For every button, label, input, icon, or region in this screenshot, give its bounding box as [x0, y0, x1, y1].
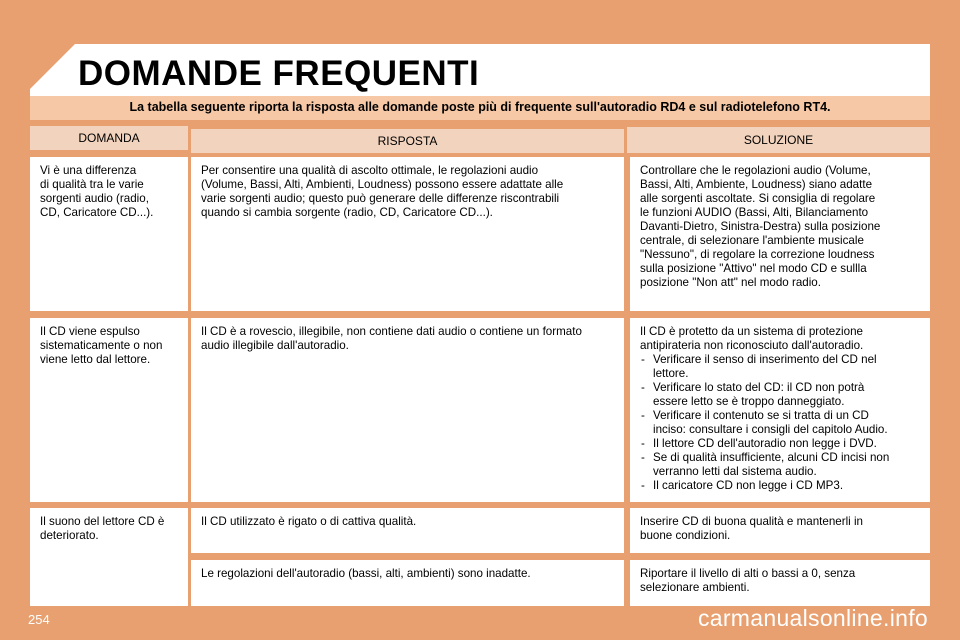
header-risposta: RISPOSTA [191, 129, 624, 153]
watermark: carmanualsonline.info [697, 605, 928, 631]
list-item: - Il lettore CD dell'autoradio non legge i DVD. [640, 437, 920, 451]
page-subtitle: La tabella seguente riporta la risposta alle domande poste più di frequente sull'autoradio RD4 e sul radiotelefono RT4. [129, 100, 831, 114]
row2-domanda: Il CD viene espulso sistematicamente o non viene letto dal lettore. [40, 325, 163, 366]
row2-soluzione-intro: Il CD è protetto da un sistema di protezione antipirateria non riconosciuto dall'autoradio. [640, 325, 864, 352]
row2-risposta: Il CD è a rovescio, illegibile, non contiene dati audio o contiene un formato audio illegibile dall'autoradio. [201, 325, 582, 352]
list-item: - Verificare il contenuto se si tratta di un CD inciso: consultare i consigli del capitolo Audio. [640, 409, 920, 437]
row2-soluzione-cell [630, 318, 930, 502]
row1-soluzione: Controllare che le regolazioni audio (Volume, Bassi, Alti, Ambiente, Loudness) siano adatte alle sorgenti ascoltate. Si consiglia di regolare le funzioni AUDIO (Bassi, Alti, Bilanciamento Davanti-Dietro, Sinistra-Destra) sulla posizione centrale, di selezionare l'ambiente musicale "Nessuno", di regolare la correzione loudness sulla posizione "Attivo" nel modo CD e sullla posizione "Non att" nel modo radio. [640, 164, 881, 289]
row3-soluzione: Inserire CD di buona qualità e mantenerli in buone condizioni. [640, 515, 863, 542]
row4-risposta-cell [191, 560, 624, 606]
row2-domanda-cell [30, 318, 188, 502]
row4-soluzione-cell [630, 560, 930, 606]
row1-domanda-cell [30, 157, 188, 311]
row1-soluzione-cell [630, 157, 930, 311]
row3-soluzione-cell [630, 508, 930, 553]
row1-risposta: Per consentire una qualità di ascolto ottimale, le regolazioni audio (Volume, Bassi, Alti, Ambienti, Loudness) possono essere adattate alle varie sorgenti audio; questo può generare delle differenze riscontrabili quando si cambia sorgente (radio, CD, Caricatore CD...). [201, 164, 564, 219]
row3-risposta: Il CD utilizzato è rigato o di cattiva qualità. [201, 515, 417, 528]
row4-risposta: Le regolazioni dell'autoradio (bassi, alti, ambienti) sono inadatte. [201, 567, 531, 580]
page-number: 254 [28, 612, 50, 627]
row2-risposta-cell [191, 318, 624, 502]
list-item: - Verificare lo stato del CD: il CD non potrà essere letto se è troppo danneggiato. [640, 381, 920, 409]
row1-domanda: Vi è una differenza di qualità tra le varie sorgenti audio (radio, CD, Caricatore CD...). [40, 164, 154, 219]
row3-domanda-cell [30, 508, 188, 606]
list-item: - Verificare il senso di inserimento del CD nel lettore. [640, 353, 920, 381]
list-item: - Il caricatore CD non legge i CD MP3. [640, 479, 920, 493]
list-item: - Se di qualità insufficiente, alcuni CD incisi non verranno letti dal sistema audio. [640, 451, 920, 479]
row4-soluzione: Riportare il livello di alti o bassi a 0, senza selezionare ambienti. [640, 567, 856, 594]
row2-soluzione-list [640, 353, 920, 493]
row3-domanda: Il suono del lettore CD è deteriorato. [40, 515, 165, 542]
header-domanda: DOMANDA [30, 126, 188, 150]
row3-risposta-cell [191, 508, 624, 553]
page-title: DOMANDE FREQUENTI [78, 54, 480, 93]
row1-risposta-cell [191, 157, 624, 311]
header-soluzione: SOLUZIONE [627, 127, 930, 153]
